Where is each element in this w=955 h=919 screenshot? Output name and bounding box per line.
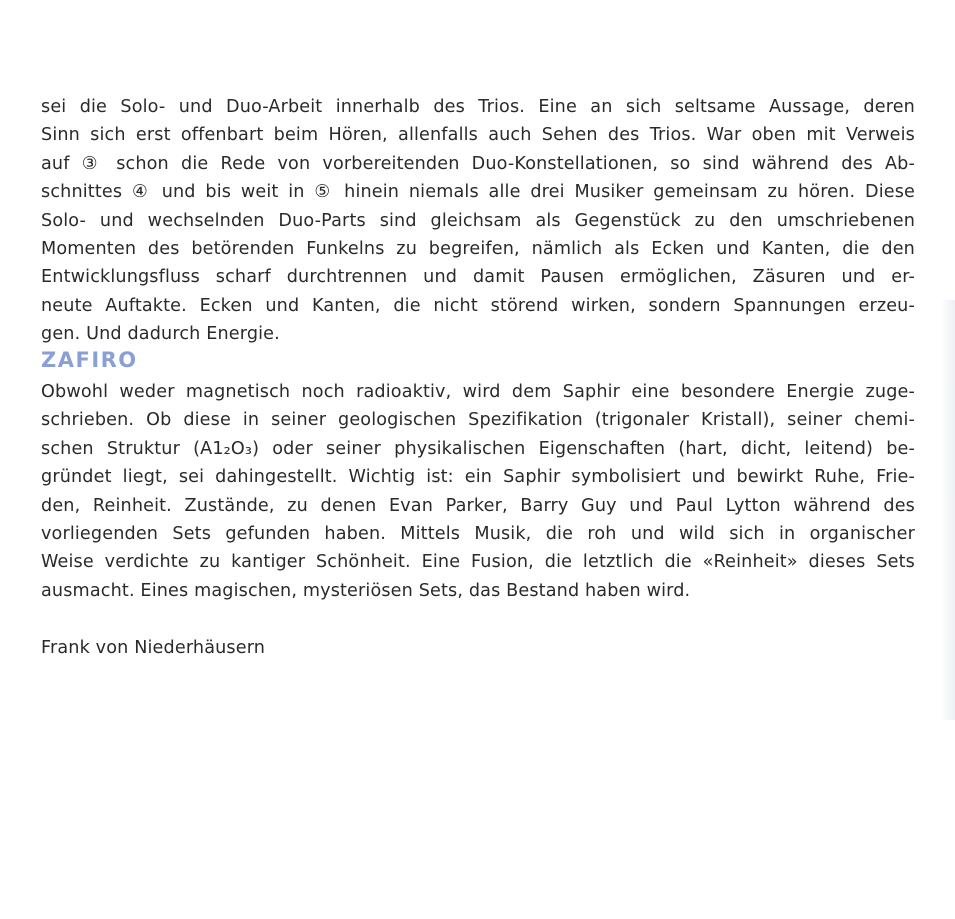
paragraph-line: Entwicklungsfluss scharf durchtrennen und damit Pausen ermöglichen, Zäsuren und er- [41,267,915,288]
paragraph-line: schrieben. Ob diese in seiner geologischen Spezifikation (trigonaler Kristall), seiner chemi- [41,410,915,431]
paragraph-line: neute Auftakte. Ecken und Kanten, die nicht störend wirken, sondern Spannungen erzeu- [41,295,915,316]
paragraph-line: ausmacht. Eines magischen, mysteriösen Sets, das Bestand haben wird. [41,580,691,601]
author-signature: Frank von Niederhäusern [41,638,266,658]
paragraph-line: auf ③ schon die Rede von vorbereitenden Duo-Konstellationen, so sind während des Ab- [41,153,915,174]
paragraph-line: Solo- und wechselnden Duo-Parts sind gleichsam als Gegenstück zu den umschriebenen [41,210,915,231]
paragraph-line: gen. Und dadurch Energie. [41,324,280,345]
scan-edge-shadow [941,300,955,720]
section-heading: ZAFIRO [41,348,138,372]
paragraph-line: den, Reinheit. Zustände, zu denen Evan Parker, Barry Guy und Paul Lytton während des [41,495,915,516]
paragraph-line: Weise verdichte zu kantiger Schönheit. Eine Fusion, die letztlich die «Reinheit» dieses Sets [41,552,915,573]
paragraph-line: schnittes ④ und bis weit in ⑤ hinein niemals alle drei Musiker gemeinsam zu hören. Diese [41,182,915,203]
paragraph-line: vorliegenden Sets gefunden haben. Mittels Musik, die roh und wild sich in organischer [41,523,915,544]
paragraph-line: gründet liegt, sei dahingestellt. Wichtig ist: ein Saphir symbolisiert und bewirkt Ruhe, Frie- [41,467,915,488]
paragraph-line: Sinn sich erst offenbart beim Hören, allenfalls auch Sehen des Trios. War oben mit Verweis [41,125,915,146]
paragraph-line: sei die Solo- und Duo-Arbeit innerhalb des Trios. Eine an sich seltsame Aussage, deren [41,97,915,117]
body-paragraph-1 [41,93,915,349]
paragraph-line: schen Struktur (A1₂O₃) oder seiner physikalischen Eigenschaften (hart, dicht, leitend) be- [41,438,915,459]
body-paragraph-2 [41,378,915,605]
paragraph-line: Momenten des betörenden Funkelns zu begreifen, nämlich als Ecken und Kanten, die den [41,238,915,259]
paragraph-line: Obwohl weder magnetisch noch radioaktiv, wird dem Saphir eine besondere Energie zuge- [41,382,915,402]
